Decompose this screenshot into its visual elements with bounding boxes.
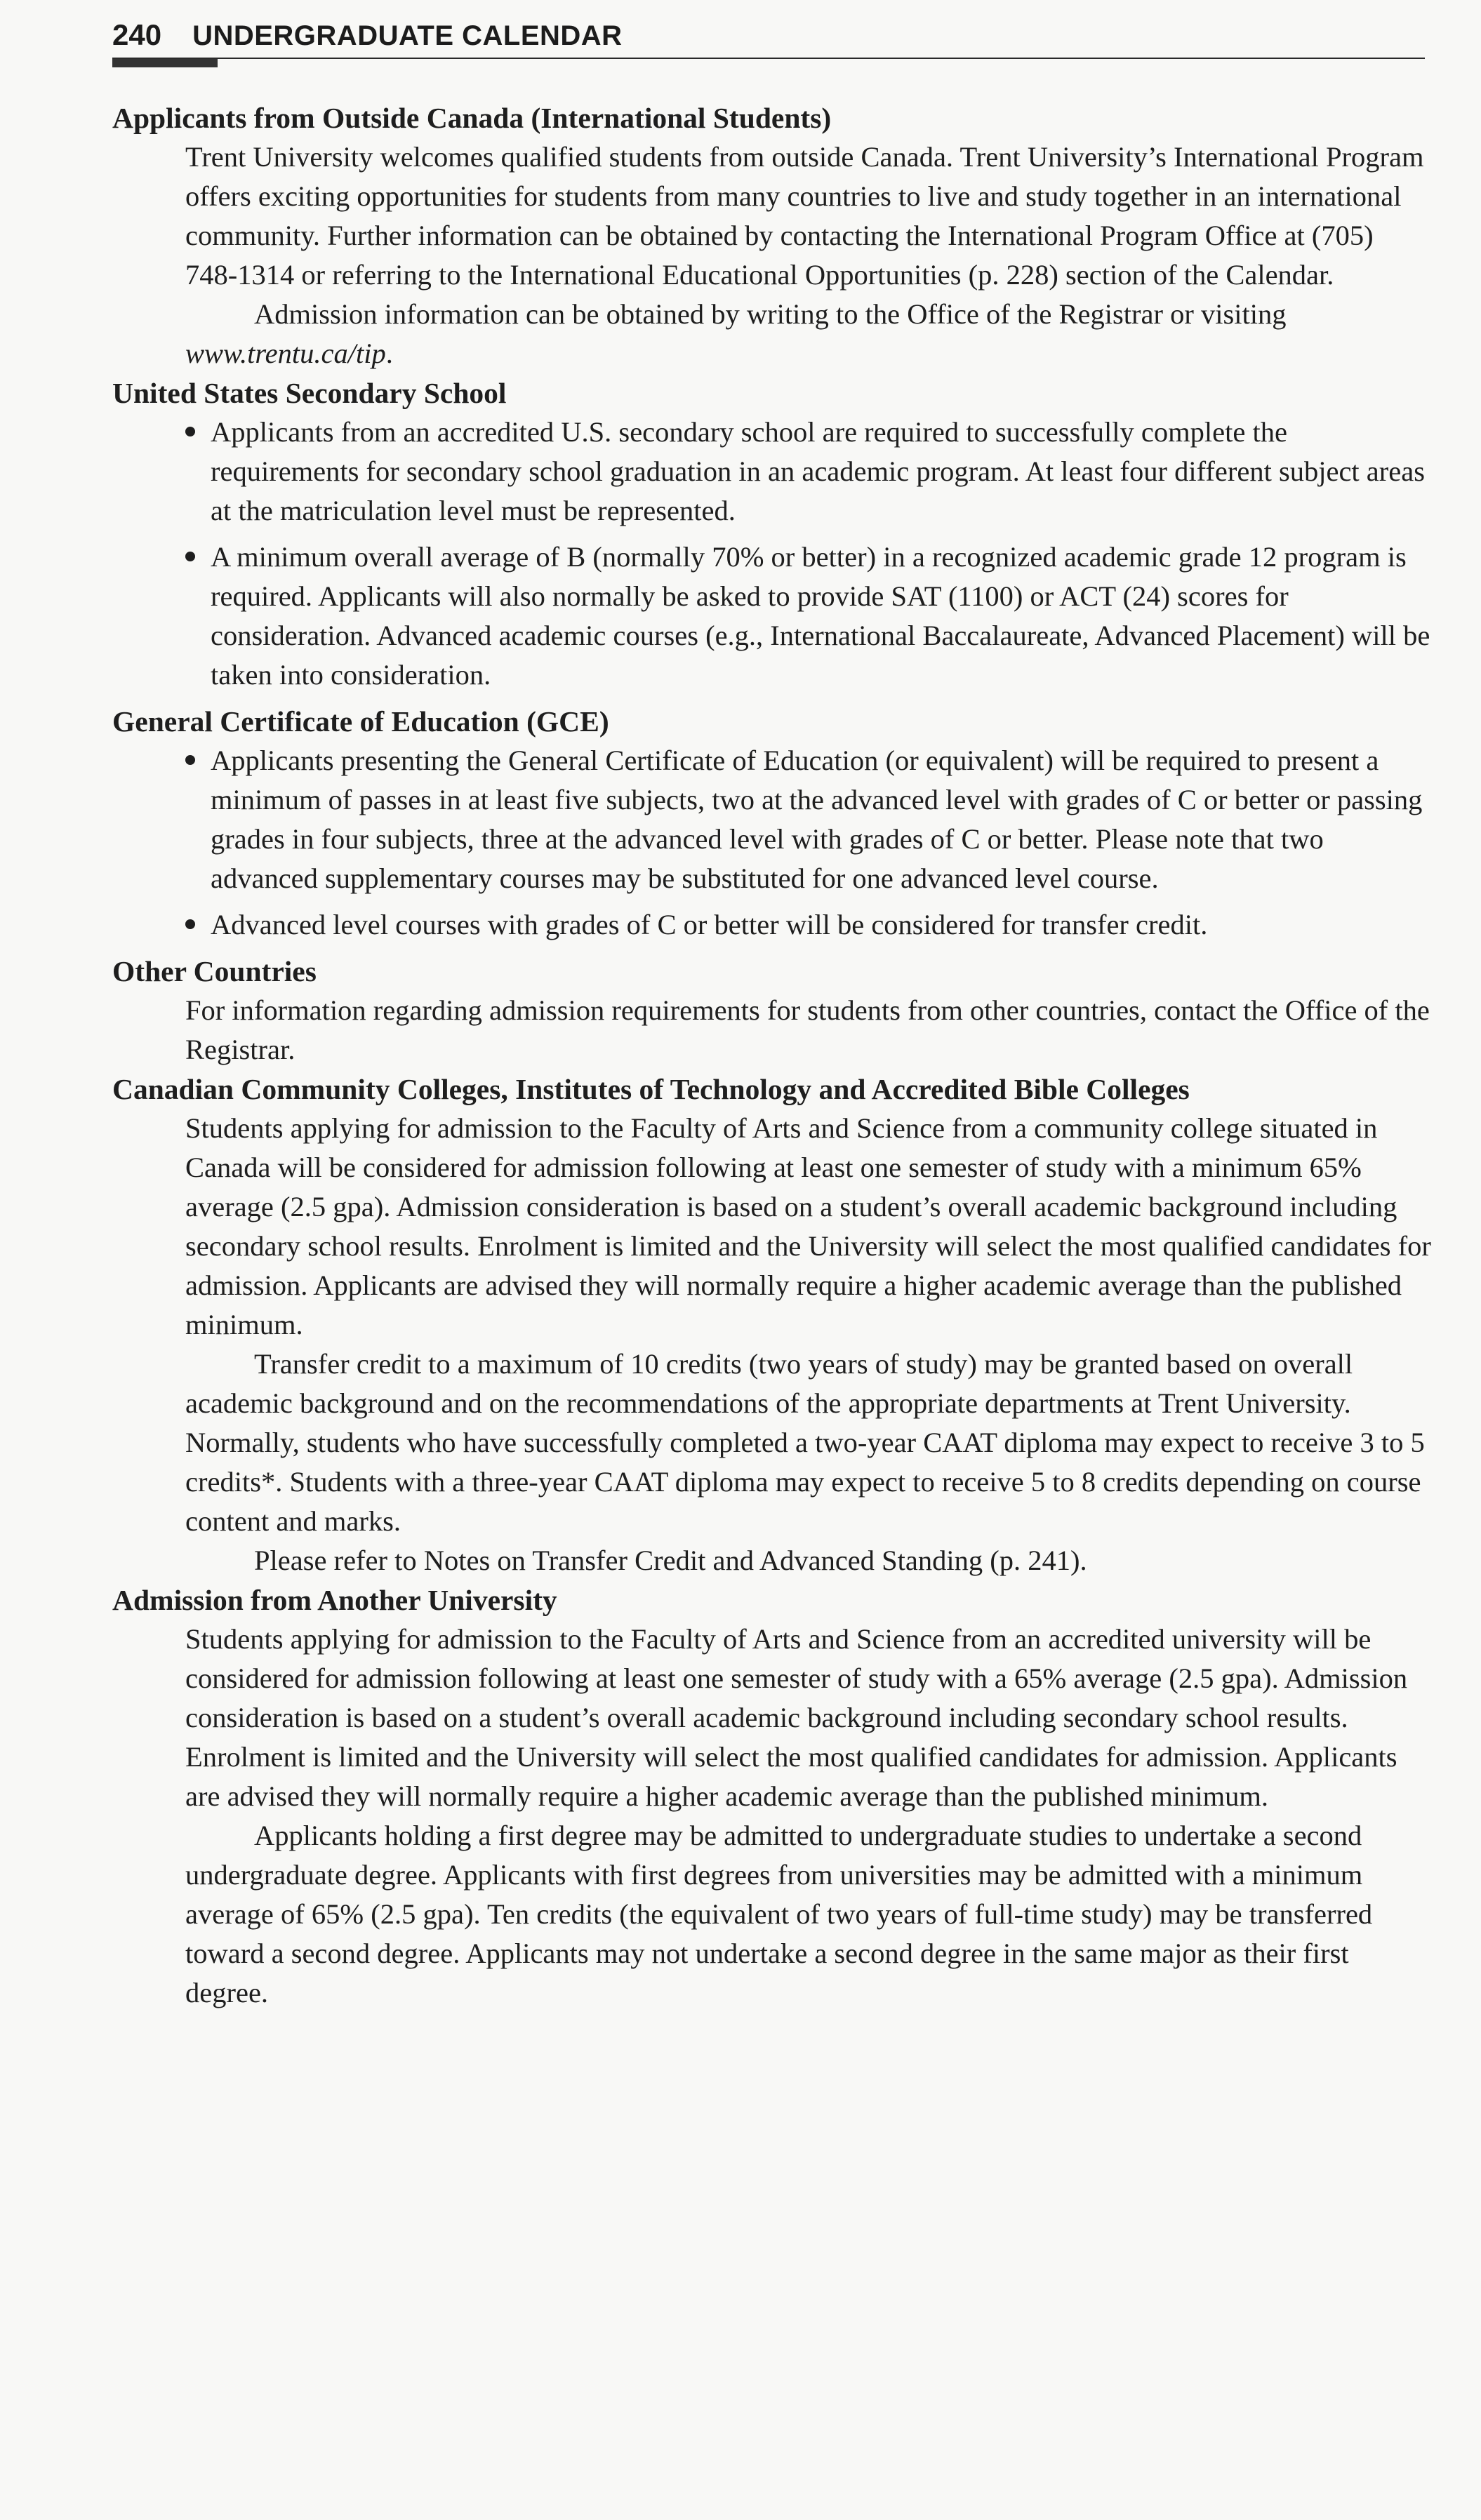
paragraph: Students applying for admission to the Faculty of Arts and Science from a community college situated in Canada will be considered for admission following at least one semester of study with a minimum 65% average (2.5 gpa). Admission consideration is based on a student’s overall academic background including secondary school results. Enrolment is limited and the University will select the most qualified candidates for admission. Applicants are advised they will normally require a higher academic average than the published minimum. xyxy=(185,1112,1431,1340)
section-body xyxy=(112,413,1432,695)
paragraph: Transfer credit to a maximum of 10 credits (two years of study) may be granted based on overall academic background and on the recommendations of the appropriate departments at Trent University. Normally, students who have successfully completed a two-year CAAT diploma may expect to receive 3 to 5 credits*. Students with a three-year CAAT diploma may expect to receive 5 to 8 credits depending on course content and marks. xyxy=(185,1348,1425,1537)
list-item-text: A minimum overall average of B (normally 70% or better) in a recognized academic grade 12 program is required. Applicants will also normally be asked to provide SAT (1100) or ACT (24) scores for consideration. Advanced academic courses (e.g., International Baccalaureate, Advanced Placement) will be taken into consideration. xyxy=(211,541,1430,691)
section-international xyxy=(112,98,1432,373)
section-gce xyxy=(112,702,1432,945)
section-heading: General Certificate of Education (GCE) xyxy=(112,705,609,738)
paragraph: Applicants holding a first degree may be admitted to undergraduate studies to undertake a second undergraduate degree. Applicants with first degrees from universities may be admitted with a minimum average of 65% (2.5 gpa). Ten credits (the equivalent of two years of full-time study) may be transferred toward a second degree. Applicants may not undertake a second degree in the same major as their first degree. xyxy=(185,1820,1373,2008)
list-item-text: Applicants presenting the General Certificate of Education (or equivalent) will be required to present a minimum of passes in at least five subjects, two at the advanced level with grades of C or better or passing grades in four subjects, three at the advanced level with grades of C or better. Please note that two advanced supplementary courses may be substituted for one advanced level course. xyxy=(211,745,1423,894)
bullet-list xyxy=(185,741,1432,945)
section-body xyxy=(112,138,1432,373)
section-colleges xyxy=(112,1069,1432,1580)
paragraph xyxy=(185,295,1432,373)
bullet-icon xyxy=(185,427,195,436)
bullet-icon xyxy=(185,919,195,929)
website-link[interactable]: www.trentu.ca/tip xyxy=(185,338,386,369)
list-item xyxy=(185,538,1432,695)
section-us xyxy=(112,373,1432,695)
list-item-text: Applicants from an accredited U.S. secondary school are required to successfully complete the requirements for secondary school graduation in an academic program. At least four different subject areas at the matriculation level must be represented. xyxy=(211,416,1425,526)
paragraph-text: Admission information can be obtained by writing to the Office of the Registrar or visiting xyxy=(254,298,1287,330)
section-heading: Applicants from Outside Canada (International Students) xyxy=(112,102,832,134)
list-item-text: Advanced level courses with grades of C or better will be considered for transfer credit. xyxy=(211,909,1208,940)
header-rule-block xyxy=(112,59,218,67)
bullet-list xyxy=(185,413,1432,695)
section-heading: Admission from Another University xyxy=(112,1584,557,1616)
section-heading: United States Secondary School xyxy=(112,377,507,409)
bullet-icon xyxy=(185,755,195,765)
header-rule xyxy=(112,58,1425,59)
list-item xyxy=(185,741,1432,898)
paragraph: Students applying for admission to the Faculty of Arts and Science from an accredited university will be considered for admission following at least one semester of study with a 65% average (2.5 gpa). Admission consideration is based on a student’s overall academic background including secondary school results. Enrolment is limited and the University will select the most qualified candidates for admission. Applicants are advised they will normally require a higher academic average than the published minimum. xyxy=(185,1623,1408,1812)
paragraph: Trent University welcomes qualified students from outside Canada. Trent University’s International Program offers exciting opportunities for students from many countries to live and study together in an international community. Further information can be obtained by contacting the International Program Office at (705) 748-1314 or referring to the International Educational Opportunities (p. 228) section of the Calendar. xyxy=(185,141,1424,291)
running-title: UNDERGRADUATE CALENDAR xyxy=(192,20,623,51)
paragraph: For information regarding admission requirements for students from other countries, contact the Office of the Registrar. xyxy=(185,994,1430,1065)
page-content xyxy=(112,98,1432,2013)
section-body xyxy=(112,1620,1432,2013)
section-body xyxy=(112,741,1432,945)
section-another-university xyxy=(112,1580,1432,2013)
section-heading: Other Countries xyxy=(112,955,317,987)
bullet-icon xyxy=(185,552,195,561)
section-heading: Canadian Community Colleges, Institutes of Technology and Accredited Bible Colleges xyxy=(112,1073,1190,1105)
list-item xyxy=(185,413,1432,531)
section-body xyxy=(112,991,1432,1069)
page-number: 240 xyxy=(112,18,162,51)
paragraph-end: . xyxy=(385,338,393,369)
list-item xyxy=(185,905,1432,945)
section-body xyxy=(112,1109,1432,1580)
section-other-countries xyxy=(112,952,1432,1069)
paragraph: Please refer to Notes on Transfer Credit and Advanced Standing (p. 241). xyxy=(254,1545,1087,1576)
page-header xyxy=(112,8,1425,52)
